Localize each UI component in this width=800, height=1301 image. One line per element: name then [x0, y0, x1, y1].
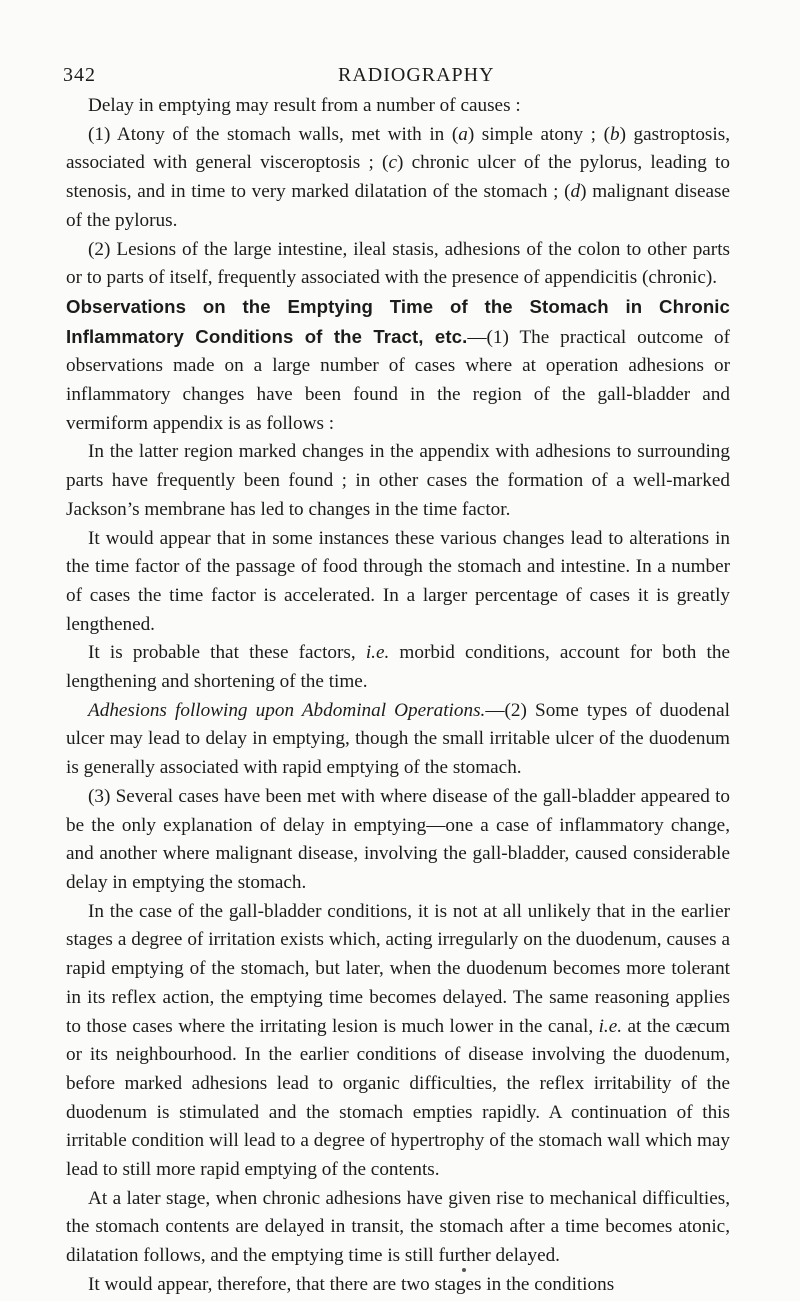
paragraph-3: (2) Lesions of the large intestine, ileal stasis, adhesions of the colon to other parts or to parts of itself, frequently associated with the presence of appendicitis (chronic). [66, 238, 730, 289]
page-header [63, 22, 730, 86]
text-run: It is probable that these factors, [88, 642, 366, 664]
paragraph-9: (3) Several cases have been met with where disease of the gall-bladder appeared to be the only explanation of delay in emptying—one a case of inflammatory change, and another where malignant disease, involving the gall-bladder, caused considerable delay in emptying the stomach. [66, 785, 730, 893]
page-number: 342 [63, 64, 96, 86]
paragraph-1: Delay in emptying may result from a number of causes : [88, 95, 521, 116]
list-marker: c [388, 152, 397, 174]
text-run: at the cæcum or its neighbourhood. In the earlier conditions of disease involving the duodenum, before marked adhesions lead to organic difficulties, the reflex irritability of the duodenum is stimulated and the stomach empties rapidly. A continuation of this irritable condition will lead to a degree of hypertrophy of the stomach wall which may lead to still more rapid emptying of the contents. [66, 1015, 730, 1181]
paragraph-12: It would appear, therefore, that there are two stages in the conditions [88, 1273, 615, 1295]
paragraph-6: It would appear that in some instances these various changes lead to alterations in the time factor of the passage of food through the stomach and intestine. In a number of cases the time factor is accelerated. In a larger percentage of cases it is greatly lengthened. [66, 527, 730, 635]
body-text [66, 92, 730, 1300]
italic-abbrev: i.e. [365, 642, 390, 664]
paragraph-5: In the latter region marked changes in the appendix with adhesions to surrounding parts have frequently been found ; in other cases the formation of a well-marked Jackson’s membrane has led to changes in the time factor. [66, 441, 730, 520]
paragraph-4 [66, 293, 730, 439]
list-marker: b [609, 123, 620, 145]
paragraph-10 [66, 898, 730, 1185]
text-run: ) gastroptosis, associated with general visceroptosis ; ( [66, 123, 730, 174]
running-head: RADIOGRAPHY [338, 64, 495, 86]
text-run: ) chronic ulcer of the pylorus, leading to stenosis, and in time to very marked dilatation of the stomach ; ( [66, 152, 730, 203]
paragraph-7 [66, 639, 730, 696]
paragraph-11: At a later stage, when chronic adhesions have given rise to mechanical difficulties, the stomach contents are delayed in transit, the stomach after a time becomes atonic, dilatation follows, and the emptying time is still further delayed. [66, 1187, 730, 1267]
list-marker: d [570, 181, 581, 203]
text-run: —(2) Some types of duodenal ulcer may lead to delay in emptying, though the small irritable ulcer of the duodenum is generally associated with rapid emptying of the stomach. [66, 699, 730, 779]
italic-abbrev: i.e. [598, 1015, 623, 1037]
paragraph-2 [66, 121, 730, 236]
text-run: morbid conditions, account for both the lengthening and shortening of the time. [66, 642, 730, 693]
section-heading: Observations on the Emptying Time of the Stomach in Chronic Inflammatory Conditions of the Tract, etc. [66, 295, 730, 347]
paragraph-8 [66, 697, 730, 783]
text-run: ) malignant disease of the pylorus. [66, 181, 731, 231]
text-run: (1) Atony of the stomach walls, met with in ( [88, 123, 459, 145]
text-run: ) simple atony ; ( [467, 123, 610, 145]
text-run: In the case of the gall-bladder conditions, it is not at all unlikely that in the earlier stages a degree of irritation exists which, acting irregularly on the duodenum, causes a rapid emptying of the stomach, but later, when the duodenum becomes more tolerant in its reflex action, the emptying time becomes delayed. The same reasoning applies to those cases where the irritating lesion is much lower in the canal, [66, 900, 730, 1037]
book-page [63, 22, 731, 1295]
list-marker: a [458, 123, 468, 145]
print-speck [462, 1268, 466, 1272]
text-run: —(1) The practical outcome of observations made on a large number of cases where at operation adhesions or inflammatory changes have been found in the region of the gall-bladder and vermiform appendix is as follows : [66, 326, 730, 434]
italic-subheading: Adhesions following upon Abdominal Operations. [88, 699, 486, 721]
